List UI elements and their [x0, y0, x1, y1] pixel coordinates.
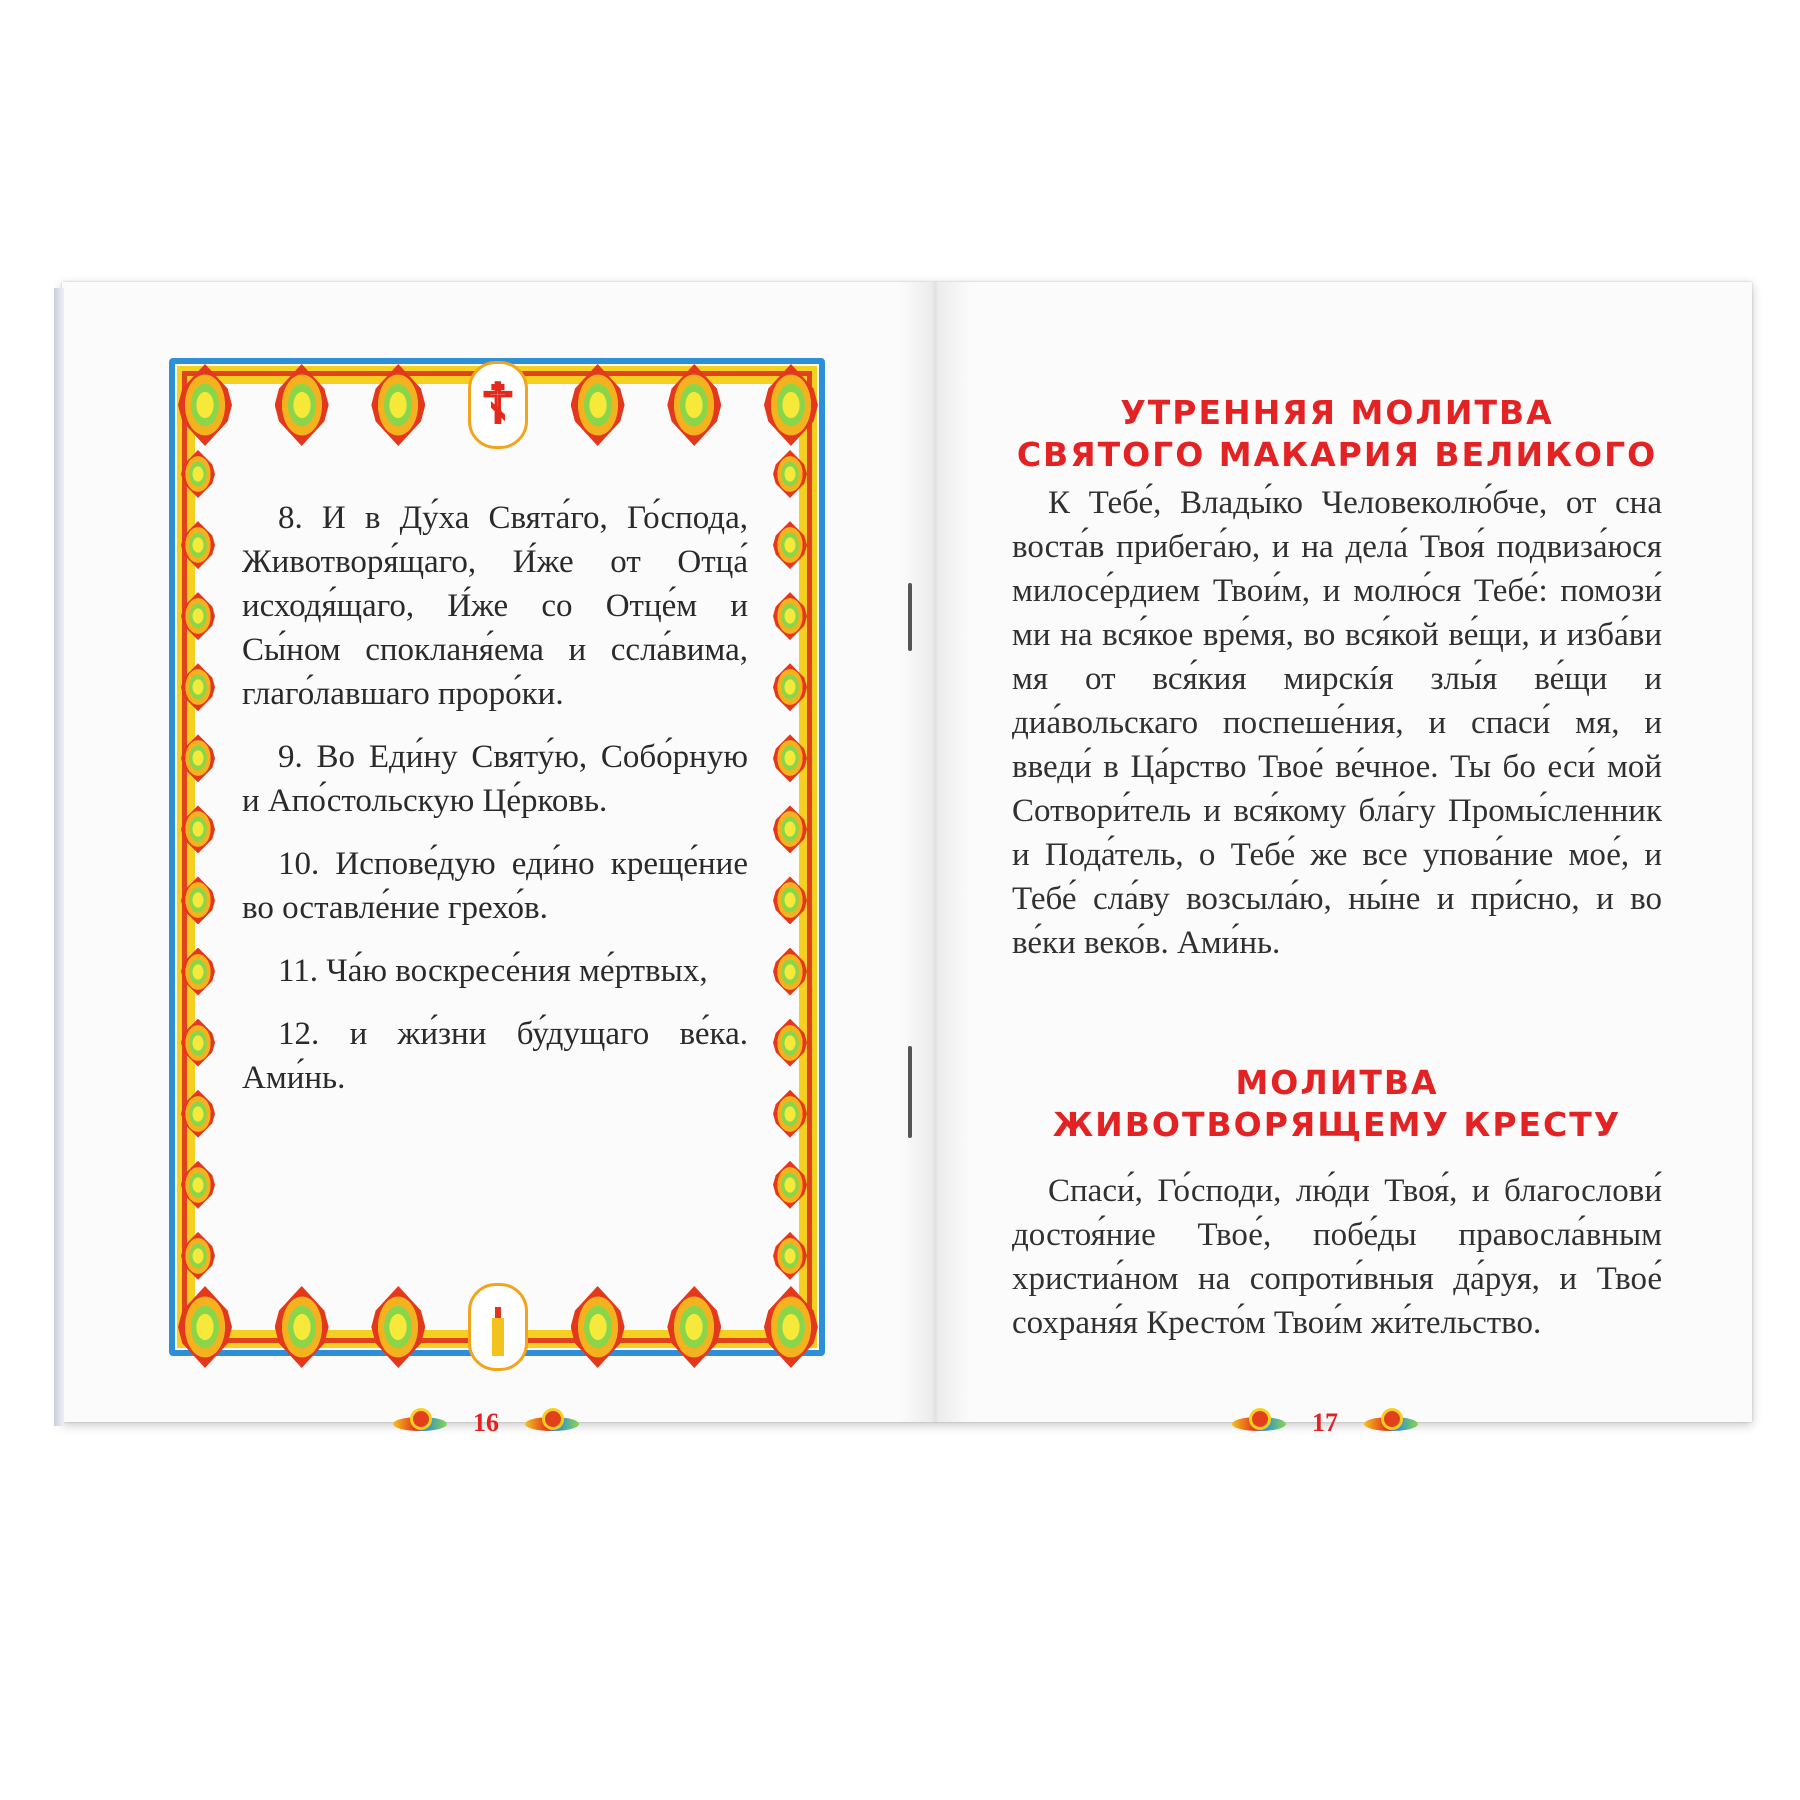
ornament-icon: [773, 734, 807, 782]
ornament-icon: [181, 521, 215, 569]
ornament-icon: [181, 592, 215, 640]
cross-prayer-heading: [1012, 1062, 1662, 1146]
ornament-icon: [181, 734, 215, 782]
heading-line: МОЛИТВА: [1235, 1063, 1439, 1102]
ornament-icon: [178, 1286, 232, 1368]
ornament-icon: [773, 663, 807, 711]
ornament-icon: [773, 1019, 807, 1067]
page-number-left: [393, 1408, 579, 1438]
ornament-icon: [181, 450, 215, 498]
ornament-icon: [181, 948, 215, 996]
creed-paragraph-11: 11. Ча́ю воскресе́ния ме́ртвых,: [278, 953, 708, 989]
cross-prayer-text: [1012, 1169, 1662, 1345]
prayer-paragraph: Спаси́, Го́споди, лю́ди Твоя́, и благослови́ достоя́ние Твое́, побе́ды правосла́вным христиа́ном на сопроти́вныя да́руя, и Твое́ сохраня́я Кресто́м Твои́м жи́тельство.: [1012, 1173, 1662, 1341]
creed-paragraph-9: 9. Во Еди́ну Святу́ю, Собо́рную и Апо́стольскую Це́рковь.: [242, 739, 748, 819]
ornament-icon: [178, 364, 232, 446]
ornament-icon: [181, 663, 215, 711]
creed-paragraph-12: 12. и жи́зни бу́дущаго ве́ка. Ами́нь.: [242, 1016, 748, 1096]
page-number-right-text: 17: [1312, 1408, 1338, 1437]
ornament-icon: [181, 1161, 215, 1209]
ornament-icon: [181, 876, 215, 924]
frame-top-ornaments: [178, 360, 818, 450]
ornament-icon: [773, 805, 807, 853]
prayer-paragraph: К Тебе́, Влады́ко Человеколю́бче, от сна воста́в прибега́ю, и на дела́ Твоя́ подвиза́юся милосе́рдием Твои́м, и молю́ся Тебе́: помози́ ми на вся́кое вре́мя, во вся́кой ве́щи, и изба́ви мя от вся́кия мирскíя злы́я ве́щи и диа́вольскаго поспеше́ния, и спаси́ мя, и введи́ в Ца́рство Твое́ ве́чное. Ты бо еси́ мой Сотвори́тель и вся́кому бла́гу Промы́сленник и Пода́тель, о Тебе́ же все упова́ние мое́, и Тебе́ сла́ву возсыла́ю, ны́не и при́сно, и во ве́ки веко́в. Ами́нь.: [1012, 485, 1662, 961]
ornament-icon: [371, 364, 425, 446]
ornament-icon: [275, 1286, 329, 1368]
ornament-icon: [181, 1232, 215, 1280]
candle-icon: [468, 1283, 528, 1371]
frame-left-ornaments: [178, 450, 218, 1280]
floral-icon: [393, 1409, 447, 1437]
ornament-icon: [773, 876, 807, 924]
ornament-icon: [667, 364, 721, 446]
ornament-icon: [773, 450, 807, 498]
staple-top: [908, 583, 912, 651]
ornament-icon: [764, 364, 818, 446]
ornament-icon: [571, 1286, 625, 1368]
ornament-icon: [764, 1286, 818, 1368]
ornament-icon: [773, 1232, 807, 1280]
ornament-icon: [773, 521, 807, 569]
creed-text: [242, 496, 748, 1119]
ornament-icon: [275, 364, 329, 446]
ornament-icon: [571, 364, 625, 446]
ornament-icon: [181, 805, 215, 853]
cross-icon: ☦: [468, 361, 528, 449]
frame-bottom-ornaments: [178, 1282, 818, 1372]
ornament-icon: [371, 1286, 425, 1368]
floral-icon: [1232, 1409, 1286, 1437]
page-number-right: [1232, 1408, 1418, 1438]
floral-icon: [525, 1409, 579, 1437]
booklet-spine: [900, 282, 970, 1422]
ornament-icon: [181, 1019, 215, 1067]
heading-line: ЖИВОТВОРЯЩЕМУ КРЕСТУ: [1052, 1105, 1622, 1144]
morning-prayer-heading: [1012, 392, 1662, 476]
page-number-left-text: 16: [473, 1408, 499, 1437]
frame-right-ornaments: [770, 450, 810, 1280]
morning-prayer-text: [1012, 481, 1662, 965]
ornament-icon: [181, 1090, 215, 1138]
ornament-icon: [773, 592, 807, 640]
ornament-icon: [773, 948, 807, 996]
creed-paragraph-8: 8. И в Ду́ха Свята́го, Го́спода, Животворя́щаго, И́же от Отца́ исходя́щаго, И́же со Отце́м и Сы́ном спокланя́ема и ссла́вима, глаго́лавшаго проро́ки.: [242, 500, 748, 712]
ornament-icon: [773, 1090, 807, 1138]
ornament-icon: [667, 1286, 721, 1368]
staple-bottom: [908, 1046, 912, 1138]
creed-paragraph-10: 10. Испове́дую еди́но креще́ние во оставле́ние грехо́в.: [242, 846, 748, 926]
heading-line: СВЯТОГО МАКАРИЯ ВЕЛИКОГО: [1016, 435, 1658, 474]
floral-icon: [1364, 1409, 1418, 1437]
ornament-icon: [773, 1161, 807, 1209]
heading-line: УТРЕННЯЯ МОЛИТВА: [1120, 393, 1554, 432]
